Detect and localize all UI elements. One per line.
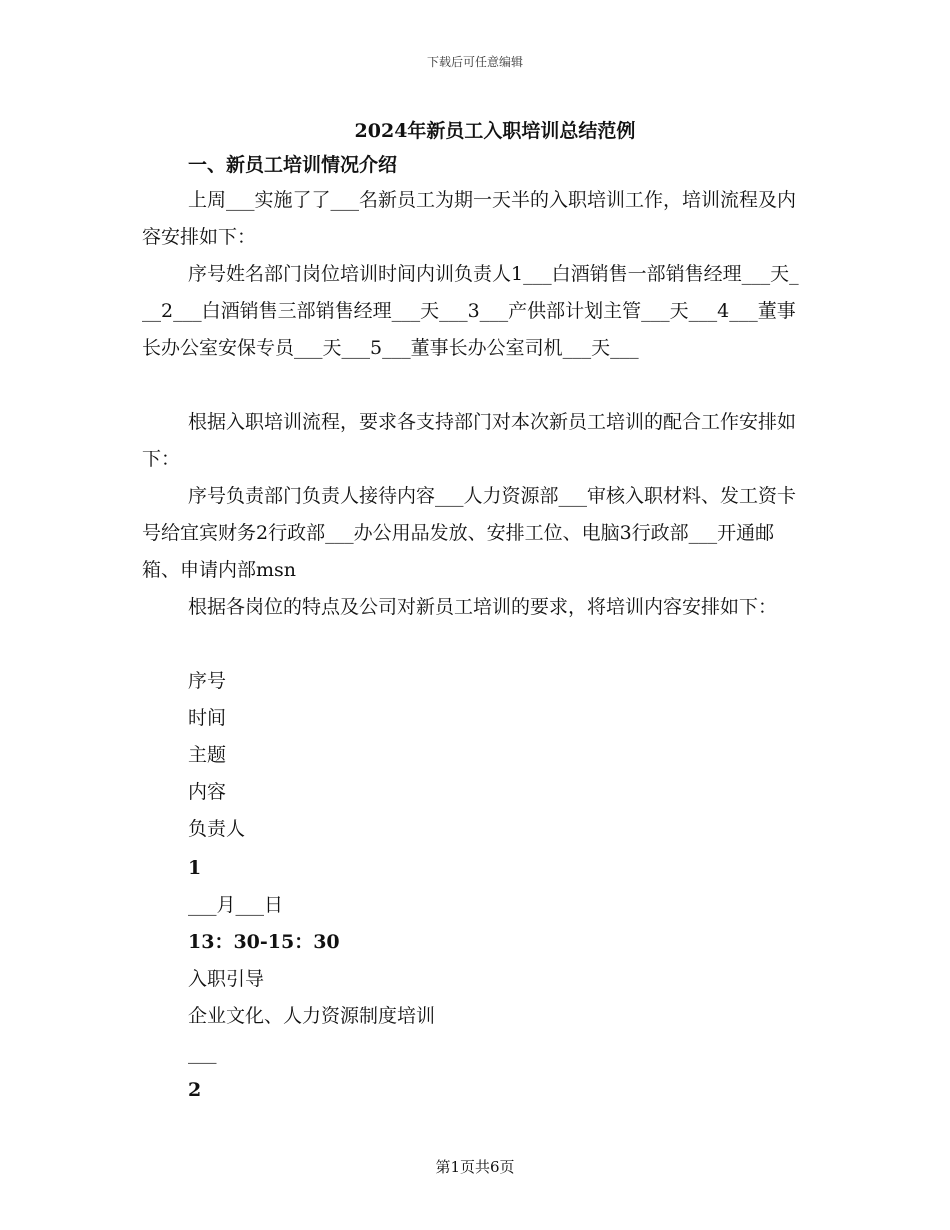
table-row-number: 2 xyxy=(188,1079,202,1101)
table-header-topic: 主题 xyxy=(188,744,227,766)
table-row-date: ___月___日 xyxy=(188,894,284,916)
section-heading: 一、新员工培训情况介绍 xyxy=(188,154,398,176)
paragraph-support-list: 序号负责部门负责人接待内容___人力资源部___审核入职材料、发工资卡号给宜宾财务2行政部___办公用品发放、安排工位、电脑3行政部___开通邮箱、申请内部msn xyxy=(142,485,797,581)
table-header-number: 序号 xyxy=(188,670,227,692)
page-indicator: 第1页共6页 xyxy=(435,1158,515,1176)
paragraph-intro: 上周___实施了了___名新员工为期一天半的入职培训工作，培训流程及内容安排如下： xyxy=(142,189,797,248)
table-row-time: 13：30-15：30 xyxy=(188,931,340,953)
table-row-topic: 入职引导 xyxy=(188,968,265,990)
table-header-content: 内容 xyxy=(188,781,227,803)
paragraph-support-intro: 根据入职培训流程，要求各支持部门对本次新员工培训的配合工作安排如下： xyxy=(142,411,797,470)
table-row-owner: ___ xyxy=(188,1042,217,1064)
paragraph-trainee-list: 序号姓名部门岗位培训时间内训负责人1___白酒销售一部销售经理___天___2___白酒销售三部销售经理___天___3___产供部计划主管___天___4___董事长办公室安保专员___天___5___董事长办公室司机___天___ xyxy=(142,263,799,359)
paragraph-content-intro: 根据各岗位的特点及公司对新员工培训的要求，将培训内容安排如下： xyxy=(188,596,778,618)
download-note: 下载后可任意编辑 xyxy=(426,55,523,69)
table-header-owner: 负责人 xyxy=(188,818,246,840)
table-row-content: 企业文化、人力资源制度培训 xyxy=(188,1005,436,1027)
table-row-number: 1 xyxy=(188,857,202,879)
table-header-time: 时间 xyxy=(188,707,227,729)
document-title: 2024年新员工入职培训总结范例 xyxy=(354,120,636,142)
